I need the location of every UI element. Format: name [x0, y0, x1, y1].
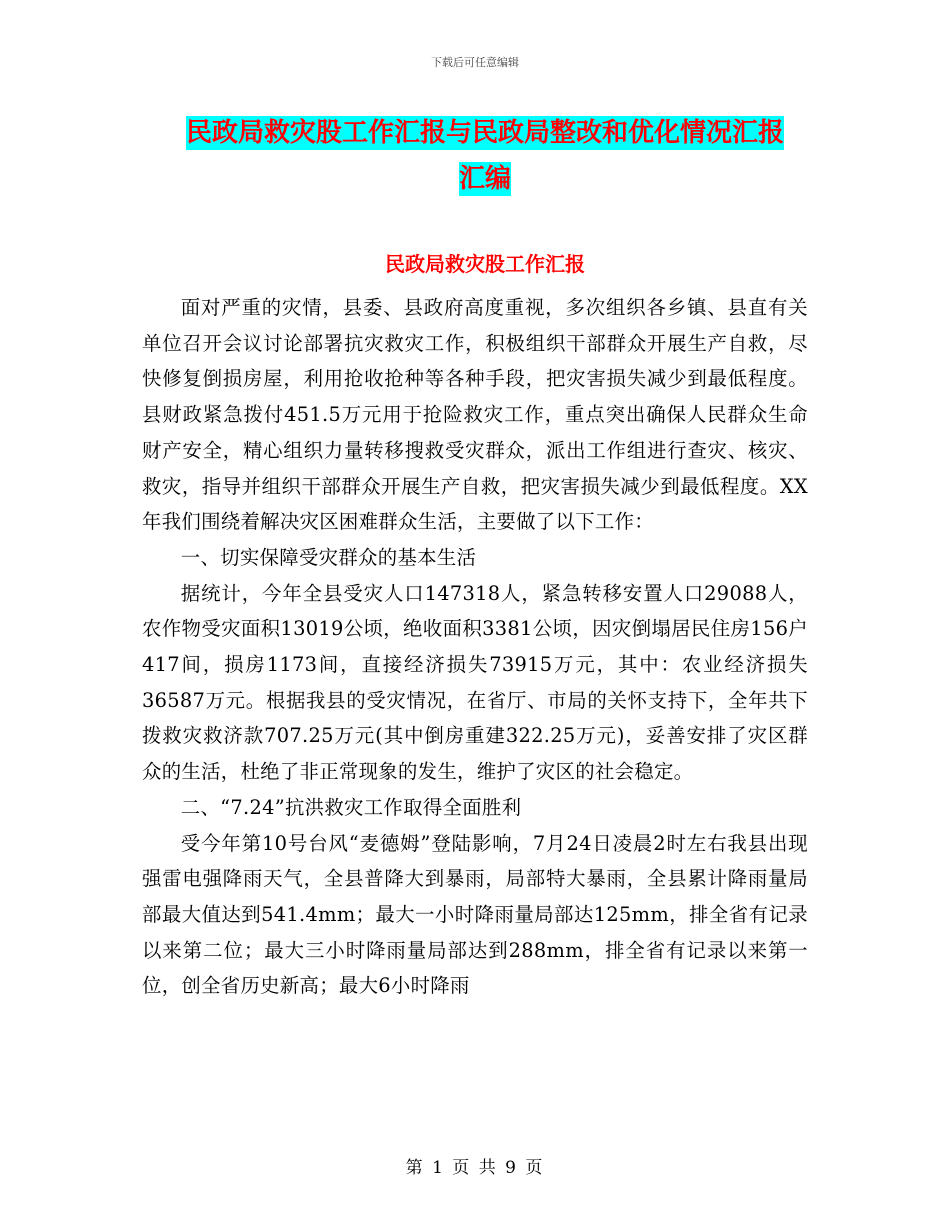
title-line-1: 民政局救灾股工作汇报与民政局整改和优化情况汇报 [185, 118, 784, 148]
heading-two: 二、“7.24”抗洪救灾工作取得全面胜利 [180, 795, 522, 819]
paragraph-intro: 面对严重的灾情，县委、县政府高度重视，多次组织各乡镇、县直有关单位召开会议讨论部署抗灾救灾工作，积极组织干部群众开展生产自救，尽快修复倒损房屋，利用抢收抢种等各种手段，把灾害损失减少到最低程度。县财政紧急拨付451.5万元用于抢险救灾工作，重点突出确保人民群众生命财产安全，精心组织力量转移搜救受灾群众，派出工作组进行查灾、核灾、救灾，指导并组织干部群众开展生产自救，把灾害损失减少到最低程度。XX年我们围绕着解决灾区困难群众生活，主要做了以下工作： [142, 296, 808, 534]
paragraph-typhoon: 受今年第10号台风“麦德姆”登陆影响，7月24日凌晨2时左右我县出现强雷电强降雨天气，全县普降大到暴雨，局部特大暴雨，全县累计降雨量局部最大值达到541.4mm；最大一小时降雨量局部达125mm，排全省有记录以来第二位；最大三小时降雨量局部达到288mm，排全省有记录以来第一位，创全省历史新高；最大6小时降雨 [142, 831, 808, 998]
title-line-2: 汇编 [458, 164, 511, 194]
section-title: 民政局救灾股工作汇报 [385, 252, 585, 276]
header-note: 下载后可任意编辑 [431, 56, 519, 69]
heading-one: 一、切实保障受灾群众的基本生活 [180, 545, 477, 569]
page-footer: 第 1 页 共 9 页 [405, 1158, 545, 1178]
body-text [142, 290, 808, 1004]
paragraph-statistics: 据统计，今年全县受灾人口147318人，紧急转移安置人口29088人，农作物受灾面积13019公顷，绝收面积3381公顷，因灾倒塌居民住房156户417间，损房1173间，直接经济损失73915万元，其中：农业经济损失36587万元。根据我县的受灾情况，在省厅、市局的关怀支持下，全年共下拨救灾救济款707.25万元(其中倒房重建322.25万元)，妥善安排了灾区群众的生活，杜绝了非正常现象的发生，维护了灾区的社会稳定。 [142, 581, 808, 784]
document-title [140, 110, 830, 202]
